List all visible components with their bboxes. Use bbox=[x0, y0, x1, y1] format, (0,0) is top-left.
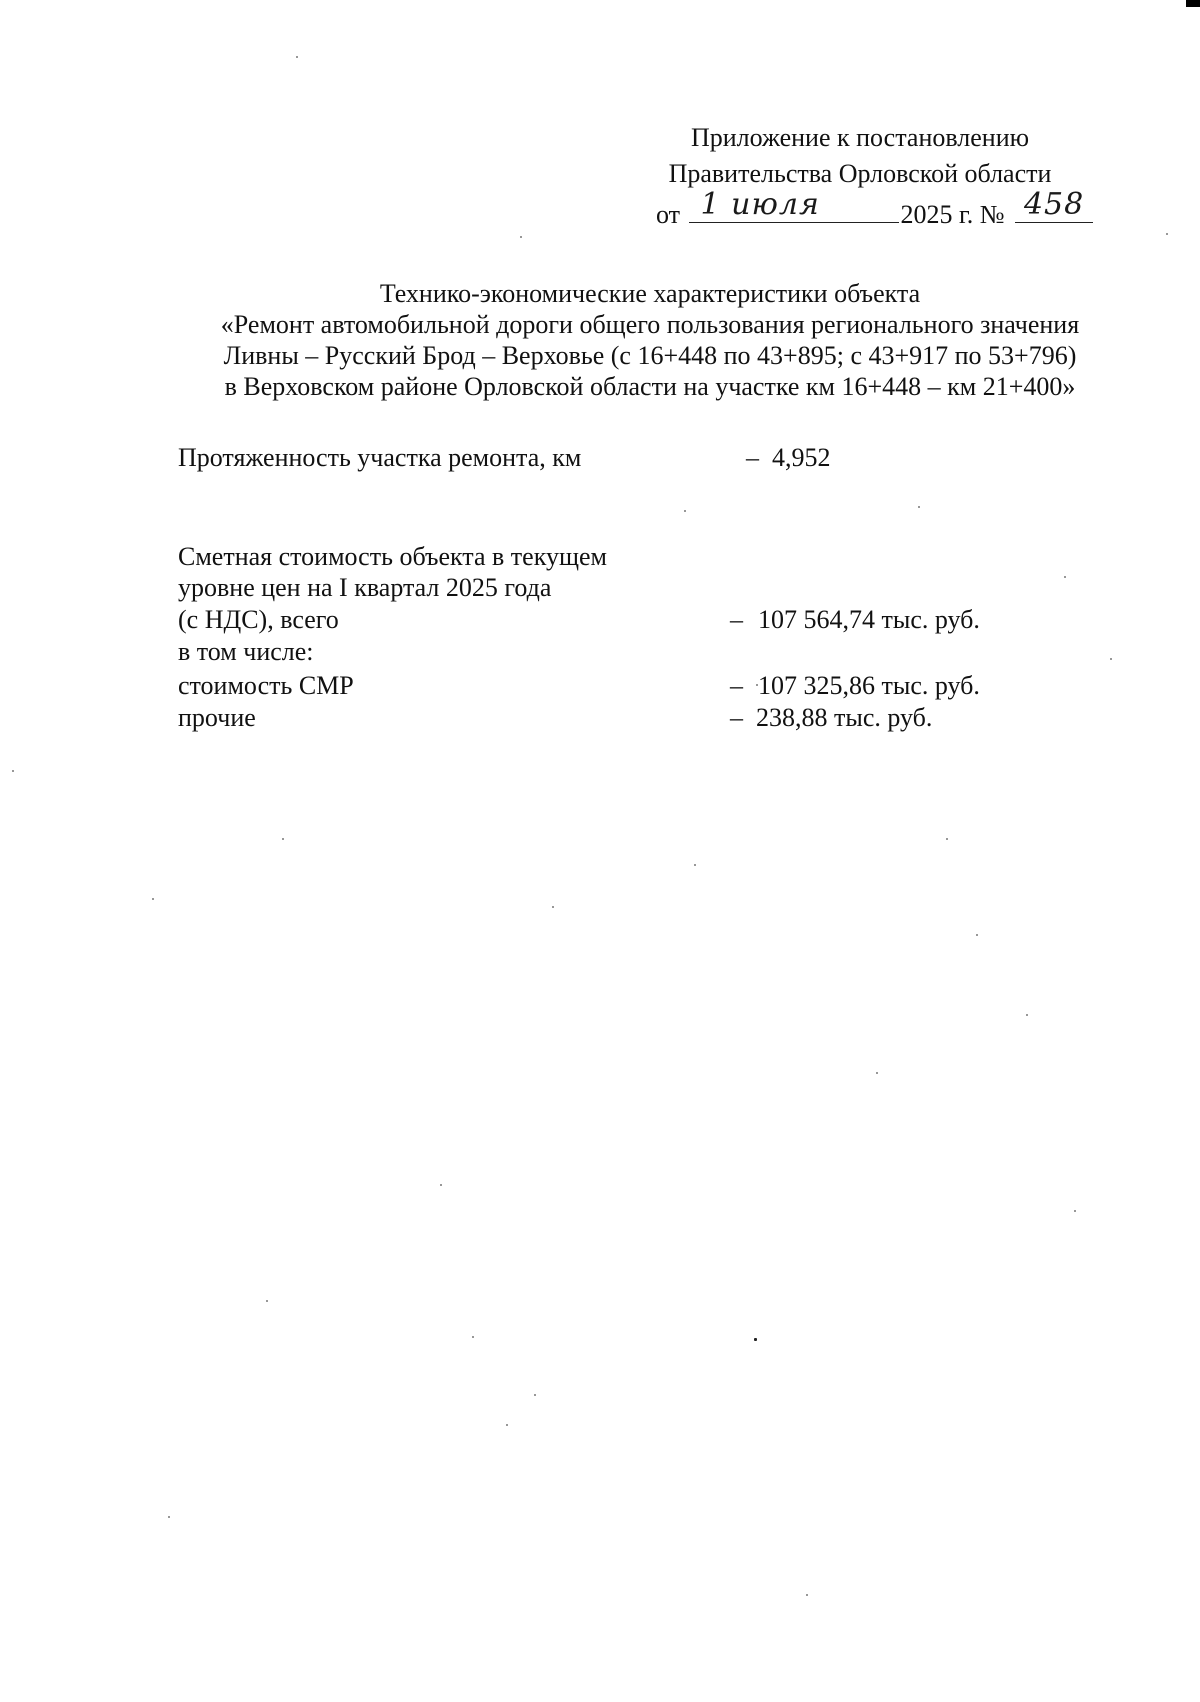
other-value: 238,88 тыс. руб. bbox=[756, 703, 933, 732]
including-row bbox=[178, 636, 1078, 668]
title-line-1: Технико-экономические характеристики объекта bbox=[379, 279, 921, 308]
approval-date-line bbox=[640, 187, 1085, 233]
smr-row bbox=[178, 670, 1078, 702]
cost-total-dash: – bbox=[730, 605, 743, 634]
date-blank bbox=[689, 187, 899, 223]
cost-total-label: (с НДС), всего bbox=[178, 605, 339, 634]
handwritten-date: 1 июля bbox=[700, 187, 820, 222]
approval-line-2: Правительства Орловской области bbox=[668, 159, 1052, 188]
other-row bbox=[178, 702, 1078, 734]
smr-value: 107 325,86 тыс. руб. bbox=[758, 671, 980, 700]
cost-line-1-text: Сметная стоимость объекта в текущем bbox=[178, 542, 607, 571]
smr-dash: – bbox=[730, 671, 743, 700]
document-title bbox=[150, 278, 1150, 402]
scan-corner-mark bbox=[1186, 0, 1200, 7]
year-number-label: 2025 г. № bbox=[900, 200, 1005, 229]
approval-block bbox=[640, 120, 1085, 233]
cost-total-value: 107 564,74 тыс. руб. bbox=[758, 605, 980, 634]
handwritten-number: 458 bbox=[1023, 187, 1085, 222]
length-value: 4,952 bbox=[772, 443, 831, 472]
title-line-4: в Верховском районе Орловской области на участке км 16+448 – км 21+400» bbox=[224, 372, 1076, 401]
date-prefix: от bbox=[656, 200, 681, 229]
cost-line-2 bbox=[178, 572, 1078, 604]
length-row bbox=[178, 442, 1078, 474]
cost-total-row bbox=[178, 604, 1078, 636]
cost-line-1 bbox=[178, 541, 1078, 573]
length-dash: – bbox=[746, 443, 759, 472]
title-line-3: Ливны – Русский Брод – Верховье (с 16+448 по 43+895; с 43+917 по 53+796) bbox=[223, 341, 1077, 370]
title-line-2: «Ремонт автомобильной дороги общего пользования регионального значения bbox=[220, 310, 1080, 339]
smr-label: стоимость СМР bbox=[178, 671, 354, 700]
length-label: Протяженность участка ремонта, км bbox=[178, 443, 582, 472]
other-dash: – bbox=[730, 703, 743, 732]
including-label: в том числе: bbox=[178, 637, 314, 666]
number-blank bbox=[1015, 187, 1093, 223]
other-label: прочие bbox=[178, 703, 256, 732]
cost-line-2-text: уровне цен на I квартал 2025 года bbox=[178, 573, 552, 602]
approval-line-1: Приложение к постановлению bbox=[690, 123, 1030, 152]
